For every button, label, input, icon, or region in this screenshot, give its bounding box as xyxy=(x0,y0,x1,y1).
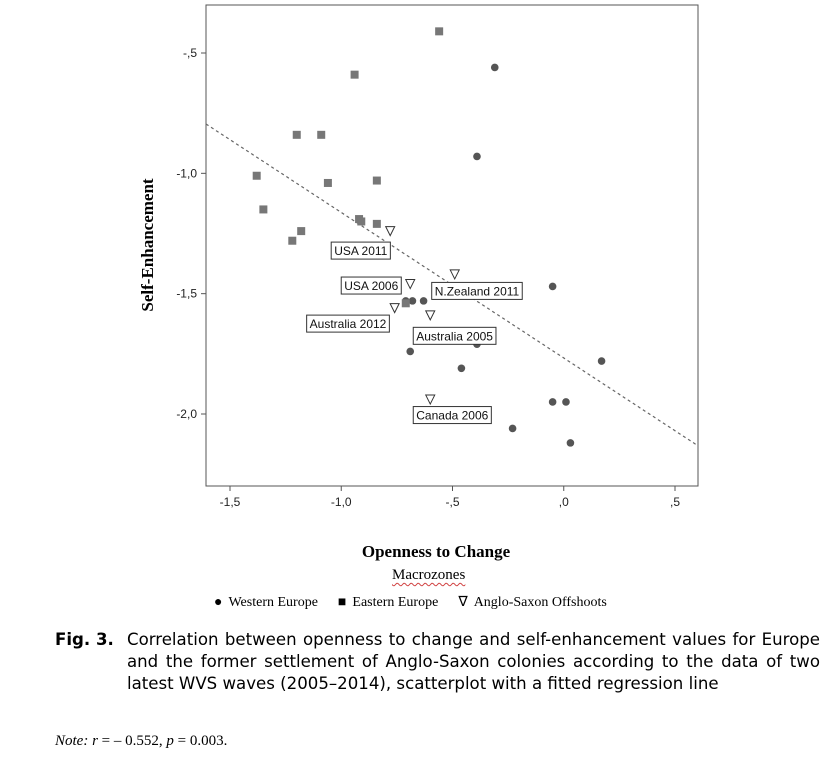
point-western-europe xyxy=(509,425,517,433)
axis-ticks xyxy=(176,46,680,509)
triangle-down-icon: ∇ xyxy=(458,595,468,610)
point-eastern-europe xyxy=(351,71,359,79)
point-western-europe xyxy=(473,153,481,161)
note-p-value: = 0.003. xyxy=(173,733,228,749)
point-callout xyxy=(413,327,496,344)
point-eastern-europe xyxy=(297,227,305,235)
x-axis-title: Openness to Change xyxy=(361,542,511,561)
point-anglo-saxon-offshoot xyxy=(426,311,435,320)
circle-icon: ● xyxy=(214,594,223,610)
legend-label: Western Europe xyxy=(228,594,318,610)
y-tick-label: -2,0 xyxy=(176,407,197,421)
point-anglo-saxon-offshoot xyxy=(406,280,415,289)
point-western-europe xyxy=(549,283,557,291)
data-points xyxy=(253,27,606,446)
point-eastern-europe xyxy=(253,172,261,180)
caption-label: Fig. 3. xyxy=(55,630,114,649)
y-tick-label: -1,5 xyxy=(176,286,197,301)
callout-label: Australia 2012 xyxy=(309,317,387,332)
caption-text: Correlation between openness to change and self-enhancement values for Europe and the former settlement of Anglo-Saxon colonies according to the data of two latest WVS waves (2005–2014), scatterplot with a fitted regression line xyxy=(127,630,820,693)
point-callouts xyxy=(307,242,523,423)
point-western-europe xyxy=(409,297,417,305)
point-anglo-saxon-offshoot xyxy=(426,395,435,404)
y-tick-label: -,5 xyxy=(182,46,197,60)
point-western-europe xyxy=(491,64,499,72)
note-p-symbol: p xyxy=(166,733,174,749)
point-eastern-europe xyxy=(402,299,410,307)
point-callout xyxy=(307,315,390,332)
y-tick-label: -1,0 xyxy=(176,166,197,181)
legend-label: Eastern Europe xyxy=(352,594,439,610)
legend-item-anglo-saxon-offshoots xyxy=(458,594,607,611)
point-western-europe xyxy=(598,357,606,365)
figure-caption xyxy=(55,629,820,695)
point-eastern-europe xyxy=(288,237,296,245)
note-r-value: = – 0.552, xyxy=(97,733,167,749)
point-western-europe xyxy=(420,297,428,305)
point-anglo-saxon-offshoot xyxy=(386,227,395,236)
callout-label: Canada 2006 xyxy=(416,408,489,423)
x-tick-label: -1,0 xyxy=(330,495,352,509)
point-anglo-saxon-offshoot xyxy=(450,270,459,279)
point-callout xyxy=(341,277,401,294)
point-eastern-europe xyxy=(357,217,365,225)
point-western-europe xyxy=(458,364,466,372)
legend-title: Macrozones xyxy=(392,567,466,583)
point-callout xyxy=(432,282,523,299)
x-tick-label: -1,5 xyxy=(219,495,241,509)
callout-label: N.Zealand 2011 xyxy=(434,284,520,299)
x-tick-label: ,5 xyxy=(669,495,681,509)
legend-item-eastern-europe xyxy=(338,594,438,611)
point-western-europe xyxy=(406,348,414,356)
square-icon: ■ xyxy=(337,594,347,610)
x-tick-label: -,5 xyxy=(445,495,460,509)
legend-item-western-europe xyxy=(214,594,318,611)
legend xyxy=(214,594,607,611)
callout-label: USA 2006 xyxy=(344,279,399,294)
point-callout xyxy=(413,407,491,424)
callout-label: Australia 2005 xyxy=(416,329,493,344)
point-eastern-europe xyxy=(259,205,267,213)
x-tick-label: ,0 xyxy=(558,495,569,509)
callout-label: USA 2011 xyxy=(334,244,388,259)
point-western-europe xyxy=(567,439,575,447)
point-western-europe xyxy=(549,398,557,406)
point-western-europe xyxy=(562,398,570,406)
point-eastern-europe xyxy=(324,179,332,187)
y-axis-title: Self-Enhancement xyxy=(138,178,157,312)
point-anglo-saxon-offshoot xyxy=(390,304,399,313)
note-r-symbol: r xyxy=(92,733,98,749)
point-eastern-europe xyxy=(373,177,381,185)
point-eastern-europe xyxy=(435,27,443,35)
point-eastern-europe xyxy=(373,220,381,228)
point-callout xyxy=(331,242,390,259)
point-eastern-europe xyxy=(317,131,325,139)
note-prefix: Note: xyxy=(55,733,89,749)
legend-label: Anglo-Saxon Offshoots xyxy=(473,594,607,610)
point-eastern-europe xyxy=(293,131,301,139)
note xyxy=(55,733,227,750)
